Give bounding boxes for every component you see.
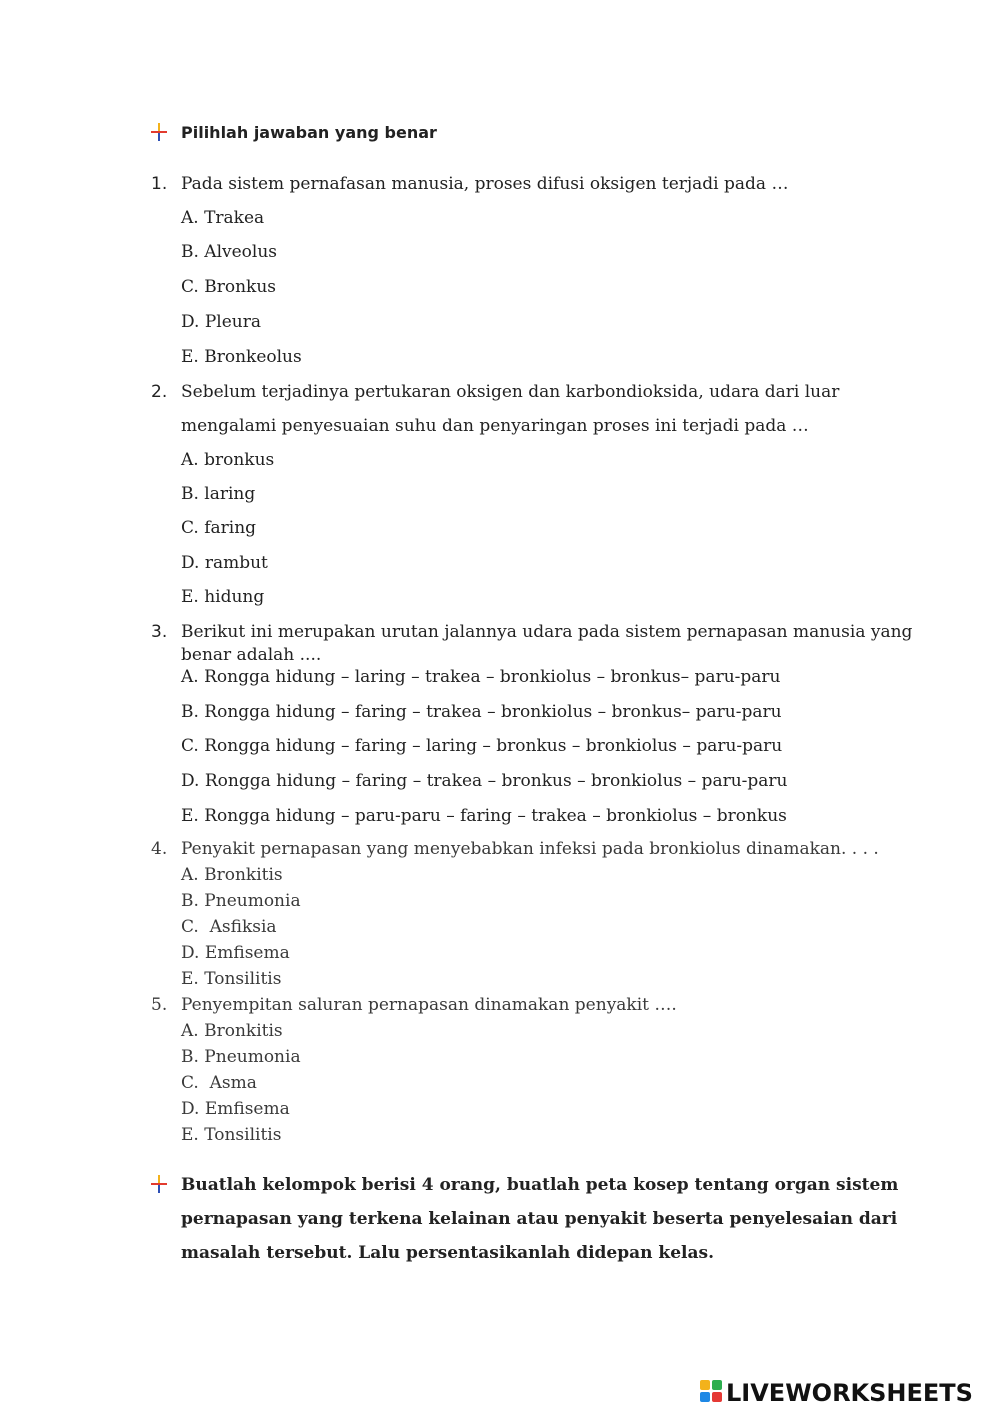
section2-instruction: pernapasan yang terkena kelainan atau penyakit beserta penyelesaian dari	[181, 1209, 898, 1229]
answer-option: A. Bronkitis	[181, 1021, 283, 1041]
answer-option: D. Rongga hidung – faring – trakea – bronkus – bronkiolus – paru-paru	[181, 771, 788, 791]
answer-option: E. Tonsilitis	[181, 1125, 282, 1145]
answer-option: E. Bronkeolus	[181, 347, 302, 367]
answer-option: A. Trakea	[181, 208, 265, 228]
arrow-bullet-icon	[151, 1175, 167, 1193]
question-text: Penyakit pernapasan yang menyebabkan infeksi pada bronkiolus dinamakan. . . .	[181, 839, 879, 859]
answer-option: A. Rongga hidung – laring – trakea – bronkiolus – bronkus– paru-paru	[181, 667, 781, 687]
answer-option: C. Asma	[181, 1073, 257, 1093]
liveworksheets-logo-text: LIVEWORKSHEETS	[726, 1379, 973, 1407]
answer-option: C. Asfiksia	[181, 917, 277, 937]
answer-option: B. Rongga hidung – faring – trakea – bronkiolus – bronkus– paru-paru	[181, 702, 782, 722]
answer-option: C. Bronkus	[181, 277, 276, 297]
answer-option: A. bronkus	[181, 450, 275, 470]
section2-instruction: Buatlah kelompok berisi 4 orang, buatlah peta kosep tentang organ sistem	[181, 1175, 899, 1195]
answer-option: B. Pneumonia	[181, 1047, 301, 1067]
section2-instruction: masalah tersebut. Lalu persentasikanlah didepan kelas.	[181, 1243, 714, 1263]
question-text: mengalami penyesuaian suhu dan penyaringan proses ini terjadi pada …	[181, 416, 809, 436]
answer-option: B. laring	[181, 484, 256, 504]
answer-option: D. Pleura	[181, 312, 261, 332]
answer-option: E. Rongga hidung – paru-paru – faring – trakea – bronkiolus – bronkus	[181, 806, 787, 826]
answer-option: D. rambut	[181, 553, 268, 573]
question-number: 1.	[151, 174, 168, 194]
answer-option: C. faring	[181, 518, 257, 538]
answer-option: A. Bronkitis	[181, 865, 283, 885]
question-number: 5.	[151, 995, 168, 1015]
answer-option: C. Rongga hidung – faring – laring – bronkus – bronkiolus – paru-paru	[181, 736, 783, 756]
question-number: 3.	[151, 622, 168, 642]
answer-option: E. Tonsilitis	[181, 969, 282, 989]
question-text: benar adalah ....	[181, 645, 322, 665]
question-text: Pada sistem pernafasan manusia, proses difusi oksigen terjadi pada …	[181, 174, 789, 194]
question-number: 4.	[151, 839, 168, 859]
question-text: Penyempitan saluran pernapasan dinamakan penyakit ….	[181, 995, 677, 1015]
answer-option: B. Pneumonia	[181, 891, 301, 911]
answer-option: D. Emfisema	[181, 1099, 290, 1119]
question-text: Berikut ini merupakan urutan jalannya udara pada sistem pernapasan manusia yang	[181, 622, 913, 642]
answer-option: B. Alveolus	[181, 242, 278, 262]
section1-heading: Pilihlah jawaban yang benar	[181, 123, 437, 142]
arrow-bullet-icon	[151, 123, 167, 141]
liveworksheets-logo-icon	[700, 1380, 722, 1406]
liveworksheets-logo	[700, 1380, 973, 1406]
answer-option: D. Emfisema	[181, 943, 290, 963]
answer-option: E. hidung	[181, 587, 265, 607]
question-number: 2.	[151, 382, 168, 402]
question-text: Sebelum terjadinya pertukaran oksigen dan karbondioksida, udara dari luar	[181, 382, 840, 402]
